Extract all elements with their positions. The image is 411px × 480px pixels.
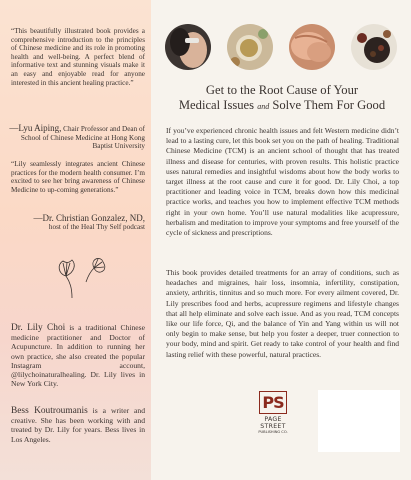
author-name-bess: Bess Koutroumanis (11, 406, 88, 416)
author-bio-bess (11, 406, 145, 444)
publisher-name: PAGE STREET (260, 416, 286, 430)
endorser-name-2: —Dr. Christian Gonzalez, ND, (33, 213, 145, 223)
ginkgo-leaves-illustration (58, 258, 106, 300)
endorser-name-1: —Lyu Aiping, (9, 123, 62, 133)
publisher-subname: PUBLISHING CO. (258, 430, 288, 434)
author-bio-text-2: is a writer and creative. She has been working with and treated by Dr. Lily for years. Bess lives in Los Angeles. (11, 406, 145, 444)
photo-strip (165, 24, 401, 70)
description-paragraph-1: If you’ve experienced chronic health issues and felt Western medicine didn’t lead to a lasting cure, let this book set you on the path of healing. Traditional Chinese Medicine (TCM) is an ancient school of thought that has treated illness and disease for centuries, with proven results. This holistic practice uses natural remedies and insightful wisdoms about how the body works to target illness at the root cause and cure it for good. Dr. Lily Choi, a top practitioner and leading voice in TCM, breaks down how this medicinal practice works, and teaches you how to implement effective TCM methods right in your own home. You’ll use natural modalities like acupressure, herbalism and meditation to improve your symptoms and free yourself of the cycle of sickness and prescriptions. (166, 126, 399, 238)
endorsement-attribution-2 (8, 214, 145, 231)
author-name-lily-choi: Dr. Lily Choi (11, 323, 66, 333)
description-paragraph-2: This book provides detailed treatments for an array of conditions, such as headaches and migraines, hair loss, insomnia, infertility, constipation, anxiety, arthritis, tinnitus and so much more. For every ailment covered, Dr. Lily prescribes food and herbs, acupressure regimens and lifestyle changes that all help eliminate and solve each issue. And as you read, TCM concepts like our life force, Qi, and the balance of Yin and Yang within us will not only begin to make sense, but help you foster a deeper, truer connection to your body, mind and spirit. Get ready to take control of your health and find lasting relief with these powerful, natural practices. (166, 268, 399, 359)
endorser-title-1: Chair Professor and Dean of School of Chinese Medicine at Hong Kong Baptist University (20, 125, 145, 151)
publisher-logo-mark: PS (259, 391, 286, 414)
headline-line-1: Get to the Root Cause of Your (205, 83, 359, 97)
endorser-title-2: host of the Heal Thy Self podcast (48, 222, 145, 231)
publisher-logo (252, 394, 294, 434)
endorsement-attribution-1 (8, 124, 145, 151)
headline-line-2: Medical Issues and Solve Them For Good (178, 98, 386, 113)
author-bio-text-1: is a traditional Chinese medicine practitioner and Doctor of Acupuncture. In addition to running her own practice, she also created the popular Instagram account, @lilychoinaturalhealing. Dr. Lily lives in New York City. (11, 323, 145, 389)
photo-face-treatment (165, 24, 211, 70)
endorsement-quote-1: “This beautifully illustrated book provides a comprehensive introduction to the principles of Chinese medicine and its role in promoting health and well-being. A perfect blend of informative text and stunning visuals make it an easy and enjoyable read for anyone interested in this ancient healing practice.” (11, 27, 145, 87)
author-bio-lily-choi (11, 323, 145, 388)
barcode-area (318, 390, 400, 452)
endorsement-quote-2: “Lily seamlessly integrates ancient Chinese practices for the modern health consumer. I’m excited to see her bring awareness of Chinese Medicine to up-coming generations.” (11, 160, 145, 194)
back-cover-headline (164, 83, 400, 115)
photo-herbs (351, 24, 397, 70)
photo-herbal-tea (227, 24, 273, 70)
photo-acupressure (289, 24, 335, 70)
headline-ampersand: and (257, 102, 270, 112)
